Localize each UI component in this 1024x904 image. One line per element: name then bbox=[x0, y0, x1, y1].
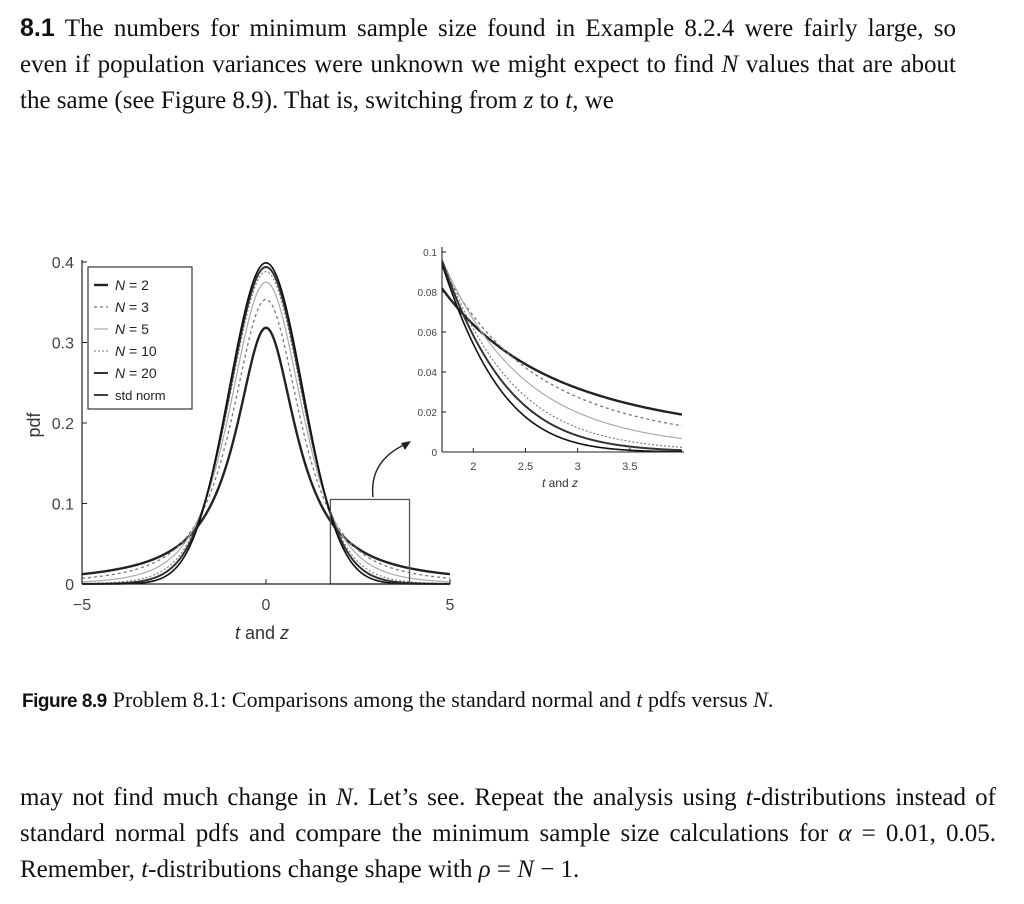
inset-y-tick-label: 0.1 bbox=[423, 248, 437, 259]
variable-z: z bbox=[523, 87, 534, 114]
legend-label: N = 5 bbox=[115, 321, 149, 337]
paragraph-1-text: to bbox=[533, 87, 566, 114]
variable-t: t bbox=[745, 784, 753, 811]
zoom-arrowhead bbox=[401, 441, 411, 450]
inset-curves bbox=[442, 259, 682, 452]
inset-y-tick-label: 0 bbox=[431, 448, 437, 459]
legend bbox=[88, 267, 192, 409]
legend-label: std norm bbox=[115, 388, 166, 403]
x-tick-label: 0 bbox=[261, 597, 271, 614]
variable-t: t bbox=[141, 856, 149, 883]
inset-series-line bbox=[442, 267, 682, 426]
caption-text: Problem 8.1: Comparisons among the standard normal and bbox=[112, 687, 637, 712]
paragraph-2 bbox=[20, 780, 996, 888]
paragraph-2-text: -distributions instead of standard normal pdfs and compare the minimum sample size calculations for bbox=[20, 784, 996, 847]
main-x-axis-label: t and z bbox=[234, 623, 290, 643]
paragraph-2-text: − 1. bbox=[533, 856, 580, 883]
inset-x-tick-label: 2 bbox=[470, 461, 477, 473]
main-y-axis-label: pdf bbox=[24, 412, 44, 438]
legend-label: N = 3 bbox=[115, 299, 149, 315]
variable-alpha: α bbox=[838, 820, 852, 847]
inset-y-tick-label: 0.08 bbox=[417, 288, 437, 299]
zoom-arrow bbox=[373, 443, 408, 497]
inset-series-line bbox=[442, 288, 682, 414]
y-tick-label: 0 bbox=[65, 577, 74, 594]
variable-t: t bbox=[565, 87, 573, 114]
inset-y-tick-label: 0.04 bbox=[417, 368, 437, 379]
figure-label: Figure 8.9 bbox=[22, 691, 107, 712]
y-tick-label: 0.3 bbox=[51, 335, 74, 353]
paragraph-2-text: may not find much change in bbox=[20, 784, 336, 811]
paragraph-2-text: . Let’s see. Repeat the analysis using bbox=[352, 784, 746, 811]
problem-number: 8.1 bbox=[20, 14, 55, 42]
paragraph-2-text: = 0.01, 0.05. Remember, bbox=[20, 820, 996, 883]
inset-y-tick-label: 0.06 bbox=[417, 328, 437, 339]
inset-y-tick-label: 0.02 bbox=[417, 408, 437, 419]
legend-label: N = 2 bbox=[115, 277, 149, 293]
variable-rho: ρ bbox=[478, 856, 491, 883]
paragraph-1-text: values that are about the same (see Figure 8.9). That is, switching from bbox=[20, 51, 956, 114]
legend-label: N = 10 bbox=[115, 343, 157, 359]
x-tick-label: −5 bbox=[72, 597, 92, 614]
inset-series-line bbox=[442, 264, 682, 452]
paragraph-2-text: = bbox=[490, 856, 518, 883]
paragraph-1-text: , we bbox=[572, 87, 614, 114]
inset-x-tick-label: 3 bbox=[574, 461, 581, 473]
y-tick-label: 0.4 bbox=[51, 255, 74, 272]
caption-text: . bbox=[767, 687, 774, 712]
inset-x-axis-label: t and z bbox=[541, 476, 579, 490]
figure-svg bbox=[0, 225, 720, 665]
paragraph-1 bbox=[20, 10, 956, 119]
variable-N: N bbox=[517, 856, 534, 883]
figure-8-9 bbox=[0, 225, 720, 665]
inset-chart bbox=[418, 247, 684, 490]
inset-x-tick-label: 3.5 bbox=[622, 461, 638, 473]
inset-series-line bbox=[442, 261, 682, 450]
variable-N: N bbox=[721, 51, 739, 78]
x-tick-label: 5 bbox=[445, 597, 455, 614]
variable-t: t bbox=[636, 687, 643, 712]
paragraph-1-text: The numbers for minimum sample size found in Example 8.2.4 were fairly large, so even if population variances were unknown we might expect to find bbox=[20, 15, 956, 78]
variable-N: N bbox=[753, 687, 768, 712]
caption-text: pdfs versus bbox=[642, 687, 754, 712]
y-tick-label: 0.1 bbox=[51, 496, 74, 514]
y-tick-label: 0.2 bbox=[51, 416, 74, 433]
inset-series-line bbox=[442, 259, 682, 438]
inset-x-tick-label: 2.5 bbox=[517, 461, 534, 473]
variable-N: N bbox=[335, 784, 353, 811]
paragraph-2-text: -distributions change shape with bbox=[148, 856, 479, 883]
main-chart bbox=[24, 255, 455, 643]
figure-caption bbox=[22, 685, 1002, 717]
legend-label: N = 20 bbox=[115, 365, 157, 381]
